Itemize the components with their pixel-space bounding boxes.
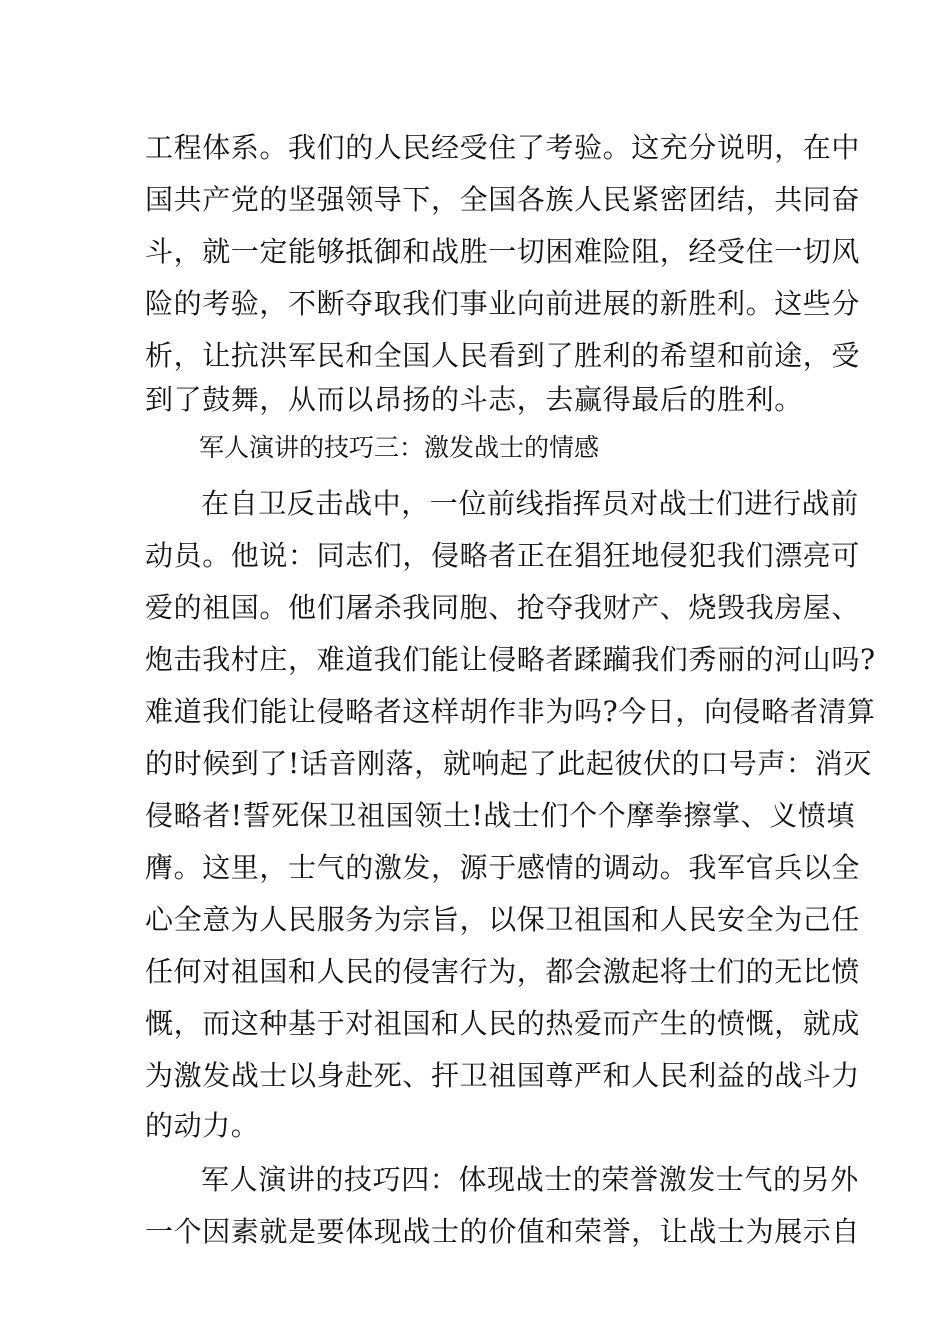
paragraph-line: 在自卫反击战中，一位前线指挥员对战士们进行战前 <box>201 487 859 520</box>
paragraph-line: 一个因素就是要体现战士的价值和荣誉，让战士为展示自 <box>145 1215 861 1248</box>
paragraph-line: 难道我们能让侵略者这样胡作非为吗?今日，向侵略者清算 <box>145 695 876 728</box>
paragraph-line: 慨，而这种基于对祖国和人民的热爱而产生的愤慨，就成 <box>145 1007 861 1040</box>
paragraph-line: 到了鼓舞，从而以昂扬的斗志，去赢得最后的胜利。 <box>145 383 803 416</box>
paragraph-line: 动员。他说：同志们，侵略者正在猖狂地侵犯我们漂亮可 <box>145 539 861 572</box>
paragraph-line: 斗，就一定能够抵御和战胜一切困难险阻，经受住一切风 <box>145 235 861 268</box>
paragraph-line: 国共产党的坚强领导下，全国各族人民紧密团结，共同奋 <box>145 183 861 216</box>
paragraph-line: 膺。这里，士气的激发，源于感情的调动。我军官兵以全 <box>145 851 861 884</box>
paragraph-line: 工程体系。我们的人民经受住了考验。这充分说明，在中 <box>145 131 861 164</box>
paragraph-line: 军人演讲的技巧四：体现战士的荣誉激发士气的另外 <box>201 1163 859 1196</box>
paragraph-line: 侵略者!誓死保卫祖国领土!战士们个个摩拳擦掌、义愤填 <box>145 799 856 832</box>
section-heading: 军人演讲的技巧三：激发战士的情感 <box>199 433 600 462</box>
paragraph-line: 任何对祖国和人民的侵害行为，都会激起将士们的无比愤 <box>145 955 861 988</box>
paragraph-line: 析，让抗洪军民和全国人民看到了胜利的希望和前途，受 <box>145 339 861 372</box>
paragraph-line: 为激发战士以身赴死、扞卫祖国尊严和人民利益的战斗力 <box>145 1059 861 1092</box>
paragraph-line: 爱的祖国。他们屠杀我同胞、抢夺我财产、烧毁我房屋、 <box>145 591 861 624</box>
paragraph-line: 心全意为人民服务为宗旨，以保卫祖国和人民安全为己任 <box>145 903 861 936</box>
paragraph-line: 的时候到了!话音刚落，就响起了此起彼伏的口号声：消灭 <box>145 747 872 780</box>
paragraph-line: 险的考验，不断夺取我们事业向前进展的新胜利。这些分 <box>145 287 861 320</box>
paragraph-line: 炮击我村庄，难道我们能让侵略者蹂躏我们秀丽的河山吗? <box>145 643 876 676</box>
paragraph-line: 的动力。 <box>145 1109 260 1142</box>
